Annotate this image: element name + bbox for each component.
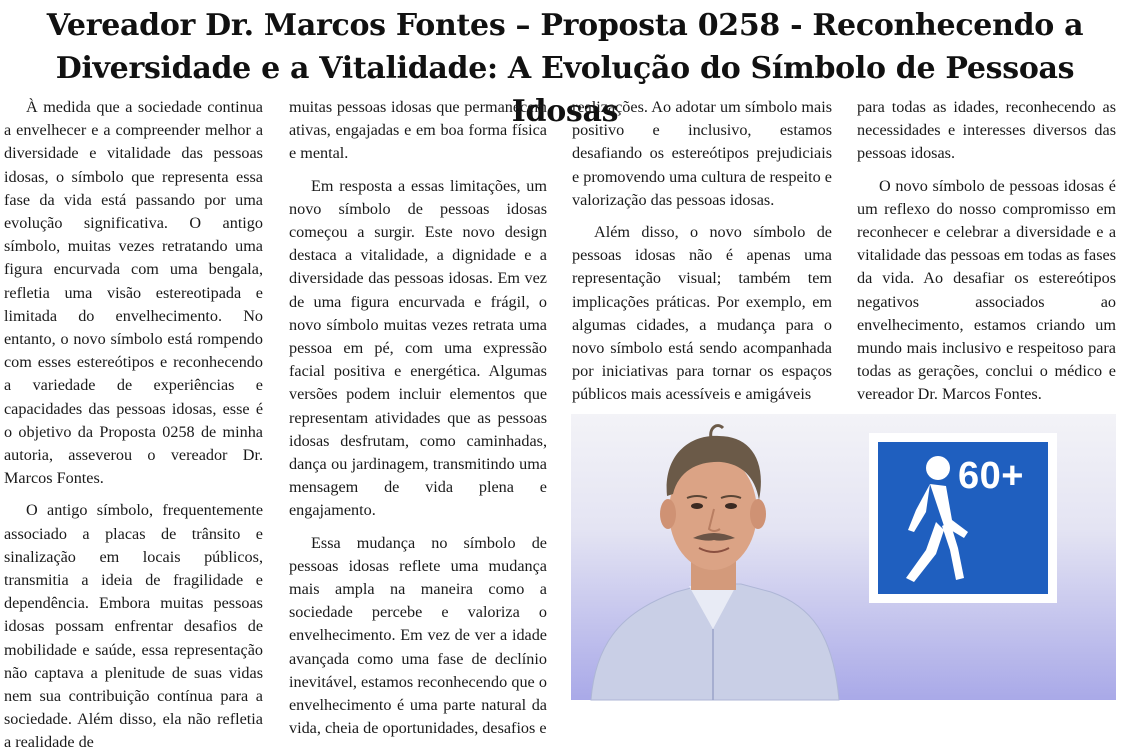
article-headline: Vereador Dr. Marcos Fontes – Proposta 0258 - Reconhecendo a Diversidade e a Vitalidade: A Evolução do Símbolo de Pessoas Idosas: [46, 8, 1084, 129]
paragraph: O antigo símbolo, frequentemente associado a placas de trânsito e sinalização em locais públicos, transmitia a ideia de fragilidade e dependência. Embora muitas pessoas idosas possam enfrentar desafios de mobilidade e saúde, essa representação não captava a plenitude de suas vidas nem sua contribuição contínua para a sociedade. Além disso, ela não refletia a realidade de: [4, 501, 263, 752]
paragraph: À medida que a sociedade continua a envelhecer e a compreender melhor a diversidade e vitalidade das pessoas idosas, o símbolo que representa essa fase da vida está passando por uma evolução significativa. O antigo símbolo, muitas vezes retratando uma figura encurvada com uma bengala, refletia uma visão estereotipada e limitada do envelhecimento. No entanto, o novo símbolo está rompendo com esses estereótipos e reconhecendo a variedade de experiências e capacidades das pessoas idosas, esse é o objetivo da Proposta 0258 de minha autoria, asseverou o vereador Dr. Marcos Fontes.: [4, 98, 263, 488]
article-column-1: [4, 96, 263, 752]
sign-background: [878, 442, 1048, 594]
senior-60-plus-sign: [869, 433, 1057, 603]
paragraph: para todas as idades, reconhecendo as necessidades e interesses diversos das pessoas idosas.: [857, 98, 1116, 163]
article-column-2: [289, 96, 547, 738]
paragraph: Em resposta a essas limitações, um novo símbolo de pessoas idosas começou a surgir. Este novo design destaca a vitalidade, a dignidade e a diversidade das pessoas idosas. Em vez de uma figura encurvada e frágil, o novo símbolo muitas vezes retrata uma pessoa em pé, com uma expressão facial positiva e energética. Algumas versões podem incluir elementos que representam atividades que as pessoas idosas desfrutam, como caminhadas, dança ou jardinagem, transmitindo uma mensagem de vida plena e engajamento.: [289, 176, 547, 520]
paragraph: muitas pessoas idosas que permanecem ativas, engajadas e em boa forma física e mental.: [289, 98, 547, 163]
article-column-3: [572, 96, 832, 404]
portrait-photo: [571, 414, 861, 700]
article-photo: [571, 414, 1116, 700]
paragraph: Além disso, o novo símbolo de pessoas idosas não é apenas uma representação visual; também tem implicações práticas. Por exemplo, em algumas cidades, a mudança para o novo símbolo está sendo acompanhada por iniciativas para tornar os espaços públicos mais acessíveis e amigáveis: [572, 223, 832, 404]
paragraph: O novo símbolo de pessoas idosas é um reflexo do nosso compromisso em reconhecer e celebrar a diversidade e a vitalidade das pessoas em todas as fases da vida. Ao desafiar os estereótipos negativos associados ao envelhecimento, estamos criando um mundo mais inclusivo e respeitoso para todas as gerações, conclui o médico e vereador Dr. Marcos Fontes.: [857, 176, 1116, 404]
paragraph: realizações. Ao adotar um símbolo mais positivo e inclusivo, estamos desafiando os estereótipos prejudiciais e promovendo uma cultura de respeito e valorização das pessoas idosas.: [572, 98, 832, 209]
paragraph: Essa mudança no símbolo de pessoas idosas reflete uma mudança mais ampla na maneira como a sociedade percebe e valoriza o envelhecimento. Em vez de ver a idade avançada como uma fase de declínio inevitável, estamos reconhecendo que o envelhecimento é uma parte natural da vida, cheia de oportunidades, desafios e: [289, 533, 547, 738]
article-column-4: [857, 96, 1116, 404]
sign-label: 60+: [958, 455, 1024, 497]
